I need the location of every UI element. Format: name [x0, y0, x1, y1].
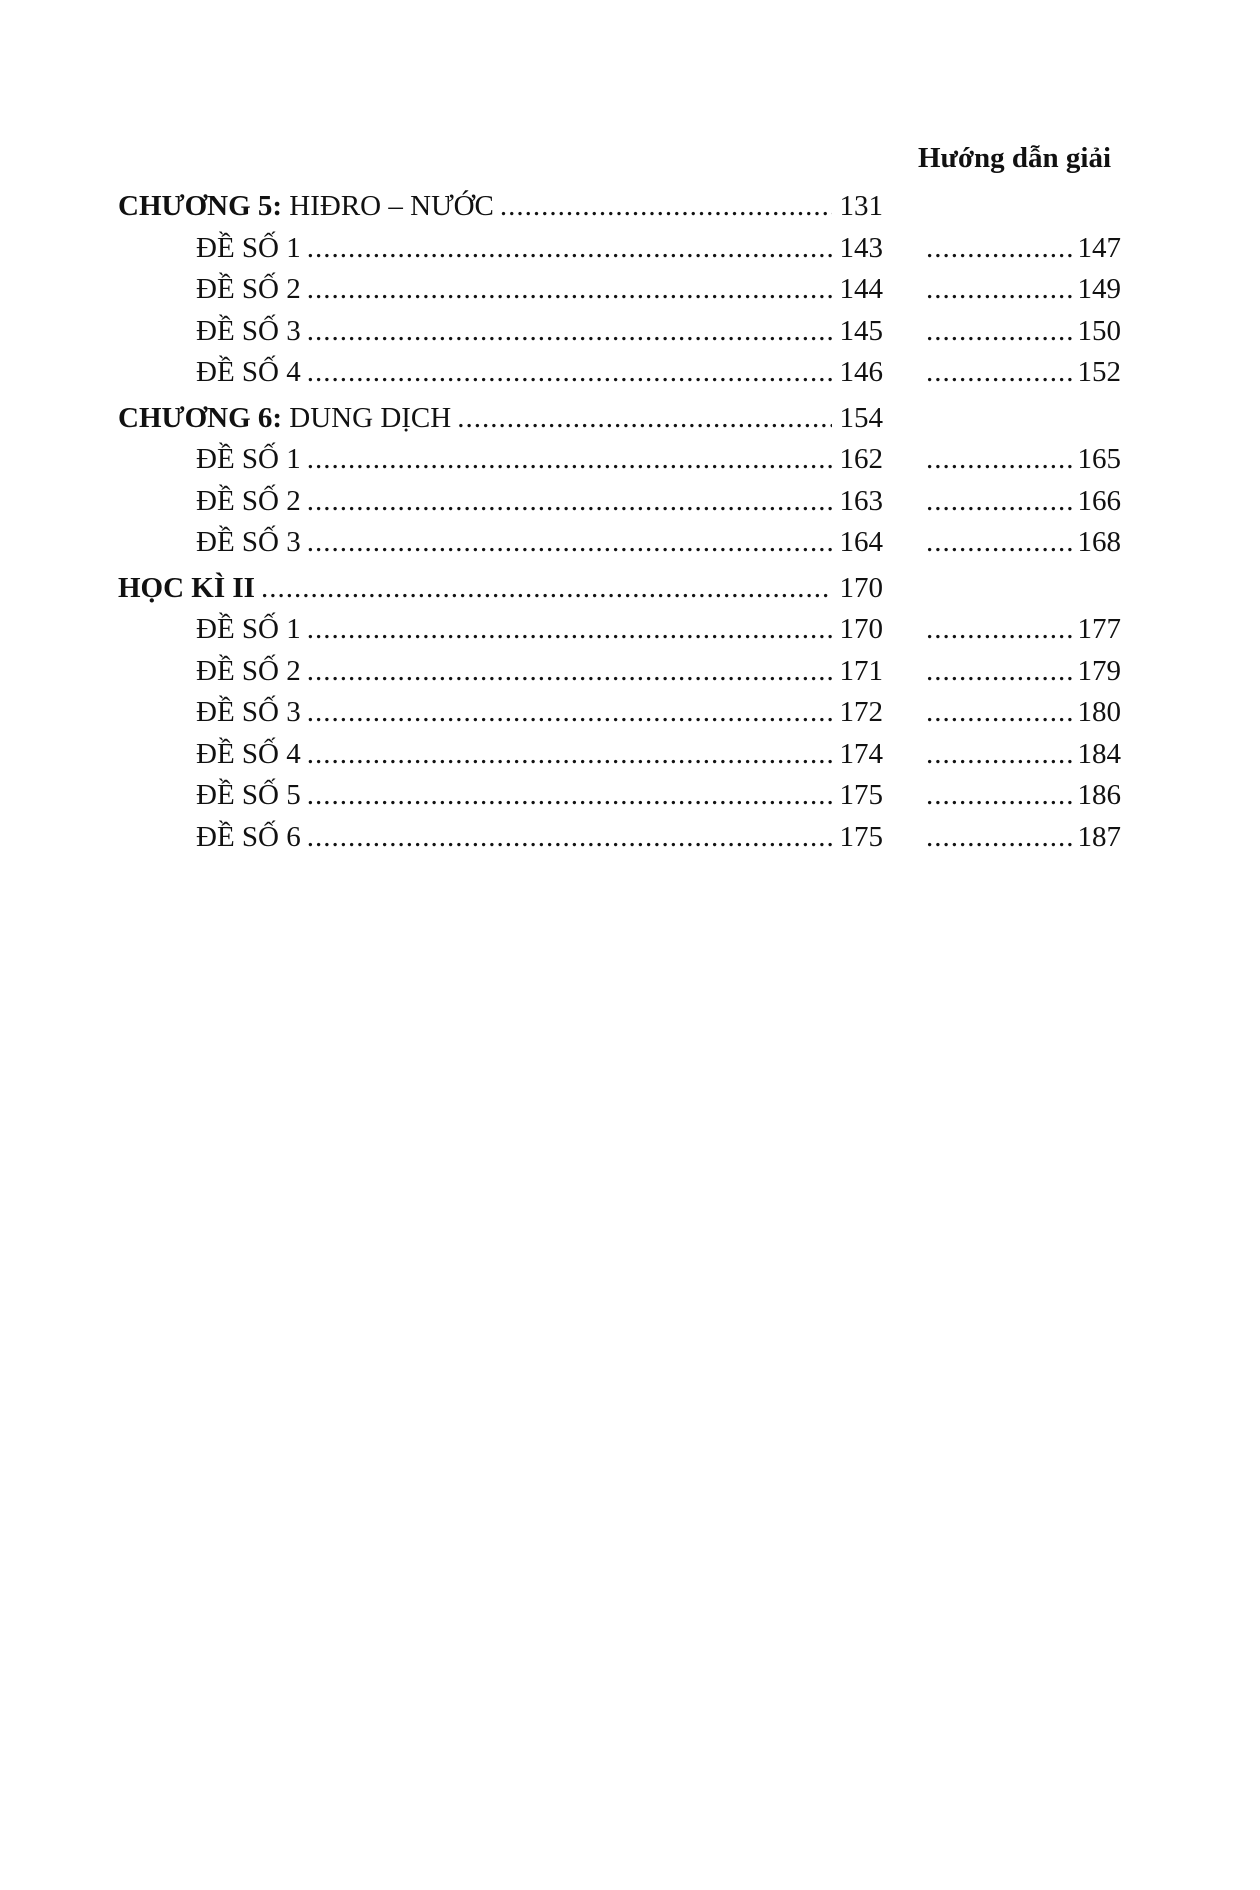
page-number: 162 — [839, 443, 883, 475]
answer-page-number: 180 — [1077, 696, 1121, 728]
toc-exam-row — [0, 522, 1260, 564]
toc-entry[interactable] — [196, 692, 883, 733]
exam-label: ĐỀ SỐ 2 — [196, 654, 301, 687]
dot-leader — [307, 228, 832, 269]
page-number: 170 — [839, 613, 883, 645]
chapter-label — [118, 186, 494, 227]
dot-leader — [926, 734, 1074, 775]
toc-exam-row — [0, 775, 1260, 817]
toc-chapter-row — [0, 398, 1260, 440]
chapter-label — [118, 398, 451, 439]
dot-leader — [926, 228, 1074, 269]
page-number: 154 — [839, 401, 883, 434]
answer-page-number: 177 — [1077, 613, 1121, 645]
page-number: 131 — [839, 190, 883, 222]
dot-leader — [926, 522, 1074, 563]
dot-leader — [926, 269, 1074, 310]
exam-label: ĐỀ SỐ 1 — [196, 231, 301, 264]
answer-entry[interactable] — [926, 481, 1121, 522]
toc-chapter-row — [0, 186, 1260, 228]
exam-label: ĐỀ SỐ 1 — [196, 613, 301, 645]
answer-page-number: 150 — [1077, 314, 1121, 347]
toc-entry[interactable] — [196, 522, 883, 563]
answer-page-number: 168 — [1077, 526, 1121, 558]
toc-exam-row — [0, 651, 1260, 693]
answer-entry[interactable] — [926, 269, 1121, 310]
toc-entry[interactable] — [196, 481, 883, 522]
dot-leader — [926, 692, 1074, 733]
answer-page-number: 152 — [1077, 356, 1121, 388]
toc-exam-row — [0, 817, 1260, 859]
page-number: 175 — [839, 820, 883, 853]
toc-exam-row — [0, 692, 1260, 734]
answer-entry[interactable] — [926, 734, 1121, 775]
dot-leader — [926, 352, 1074, 393]
answer-entry[interactable] — [926, 817, 1121, 858]
dot-leader — [307, 352, 832, 393]
dot-leader — [307, 609, 832, 650]
toc-entry[interactable] — [118, 186, 883, 227]
answer-column-header: Hướng dẫn giải — [918, 142, 1112, 174]
toc-exam-row — [0, 228, 1260, 270]
toc-entry[interactable] — [196, 269, 883, 310]
chapter-prefix: CHƯƠNG 5: — [118, 190, 283, 222]
dot-leader — [926, 311, 1074, 352]
toc-entry[interactable] — [196, 228, 883, 269]
dot-leader — [926, 439, 1074, 480]
dot-leader — [926, 775, 1074, 816]
answer-entry[interactable] — [926, 228, 1121, 269]
dot-leader — [307, 775, 832, 816]
toc-entry[interactable] — [196, 775, 883, 816]
exam-label: ĐỀ SỐ 3 — [196, 696, 301, 728]
toc-exam-row — [0, 269, 1260, 311]
dot-leader — [457, 398, 831, 439]
dot-leader — [307, 439, 832, 480]
toc-entry[interactable] — [196, 734, 883, 775]
toc-entry[interactable] — [196, 352, 883, 393]
toc-exam-row — [0, 352, 1260, 394]
exam-label: ĐỀ SỐ 3 — [196, 526, 301, 558]
answer-page-number: 186 — [1077, 779, 1121, 811]
answer-entry[interactable] — [926, 775, 1121, 816]
answer-page-number: 184 — [1077, 737, 1121, 770]
page-number: 164 — [839, 526, 883, 558]
chapter-prefix: HỌC KÌ II — [118, 571, 255, 604]
dot-leader — [307, 692, 832, 733]
answer-entry[interactable] — [926, 311, 1121, 352]
toc-exam-row — [0, 609, 1260, 651]
page-number: 172 — [839, 696, 883, 728]
dot-leader — [307, 734, 832, 775]
page-number: 163 — [839, 484, 883, 517]
dot-leader — [926, 609, 1074, 650]
exam-label: ĐỀ SỐ 5 — [196, 779, 301, 811]
answer-entry[interactable] — [926, 609, 1121, 650]
page-number: 171 — [839, 654, 883, 687]
toc-exam-row — [0, 734, 1260, 776]
chapter-title: HIĐRO – NƯỚC — [282, 190, 494, 222]
exam-label: ĐỀ SỐ 6 — [196, 820, 301, 853]
dot-leader — [307, 269, 832, 310]
page-number: 144 — [839, 273, 883, 305]
page-number: 143 — [839, 231, 883, 264]
dot-leader — [500, 186, 832, 227]
toc-entry[interactable] — [118, 568, 883, 609]
answer-entry[interactable] — [926, 651, 1121, 692]
dot-leader — [261, 568, 832, 609]
toc-chapter-row — [0, 568, 1260, 610]
toc-exam-row — [0, 481, 1260, 523]
chapter-title: DUNG DỊCH — [282, 401, 452, 434]
answer-page-number: 179 — [1077, 654, 1121, 687]
toc-entry[interactable] — [196, 439, 883, 480]
exam-label: ĐỀ SỐ 3 — [196, 314, 301, 347]
dot-leader — [307, 481, 832, 522]
table-of-contents — [0, 186, 1260, 858]
dot-leader — [307, 522, 832, 563]
toc-entry[interactable] — [196, 311, 883, 352]
exam-label: ĐỀ SỐ 1 — [196, 443, 301, 475]
answer-page-number: 166 — [1077, 484, 1121, 517]
answer-page-number: 187 — [1077, 820, 1121, 853]
exam-label: ĐỀ SỐ 2 — [196, 273, 301, 305]
answer-entry[interactable] — [926, 692, 1121, 733]
dot-leader — [307, 817, 832, 858]
chapter-label — [118, 568, 255, 609]
answer-page-number: 165 — [1077, 443, 1121, 475]
page-number: 174 — [839, 737, 883, 770]
toc-exam-row — [0, 439, 1260, 481]
exam-label: ĐỀ SỐ 4 — [196, 356, 301, 388]
answer-entry[interactable] — [926, 439, 1121, 480]
dot-leader — [307, 651, 832, 692]
toc-entry[interactable] — [196, 609, 883, 650]
toc-entry[interactable] — [196, 817, 883, 858]
toc-entry[interactable] — [118, 398, 883, 439]
answer-page-number: 147 — [1077, 231, 1121, 264]
answer-entry[interactable] — [926, 522, 1121, 563]
dot-leader — [307, 311, 832, 352]
exam-label: ĐỀ SỐ 2 — [196, 484, 301, 517]
page-number: 146 — [839, 356, 883, 388]
answer-page-number: 149 — [1077, 273, 1121, 305]
page-number: 175 — [839, 779, 883, 811]
page-number: 145 — [839, 314, 883, 347]
page-number: 170 — [839, 571, 883, 604]
dot-leader — [926, 481, 1074, 522]
answer-entry[interactable] — [926, 352, 1121, 393]
toc-entry[interactable] — [196, 651, 883, 692]
dot-leader — [926, 817, 1074, 858]
exam-label: ĐỀ SỐ 4 — [196, 737, 301, 770]
chapter-prefix: CHƯƠNG 6: — [118, 401, 283, 434]
dot-leader — [926, 651, 1074, 692]
toc-exam-row — [0, 311, 1260, 353]
